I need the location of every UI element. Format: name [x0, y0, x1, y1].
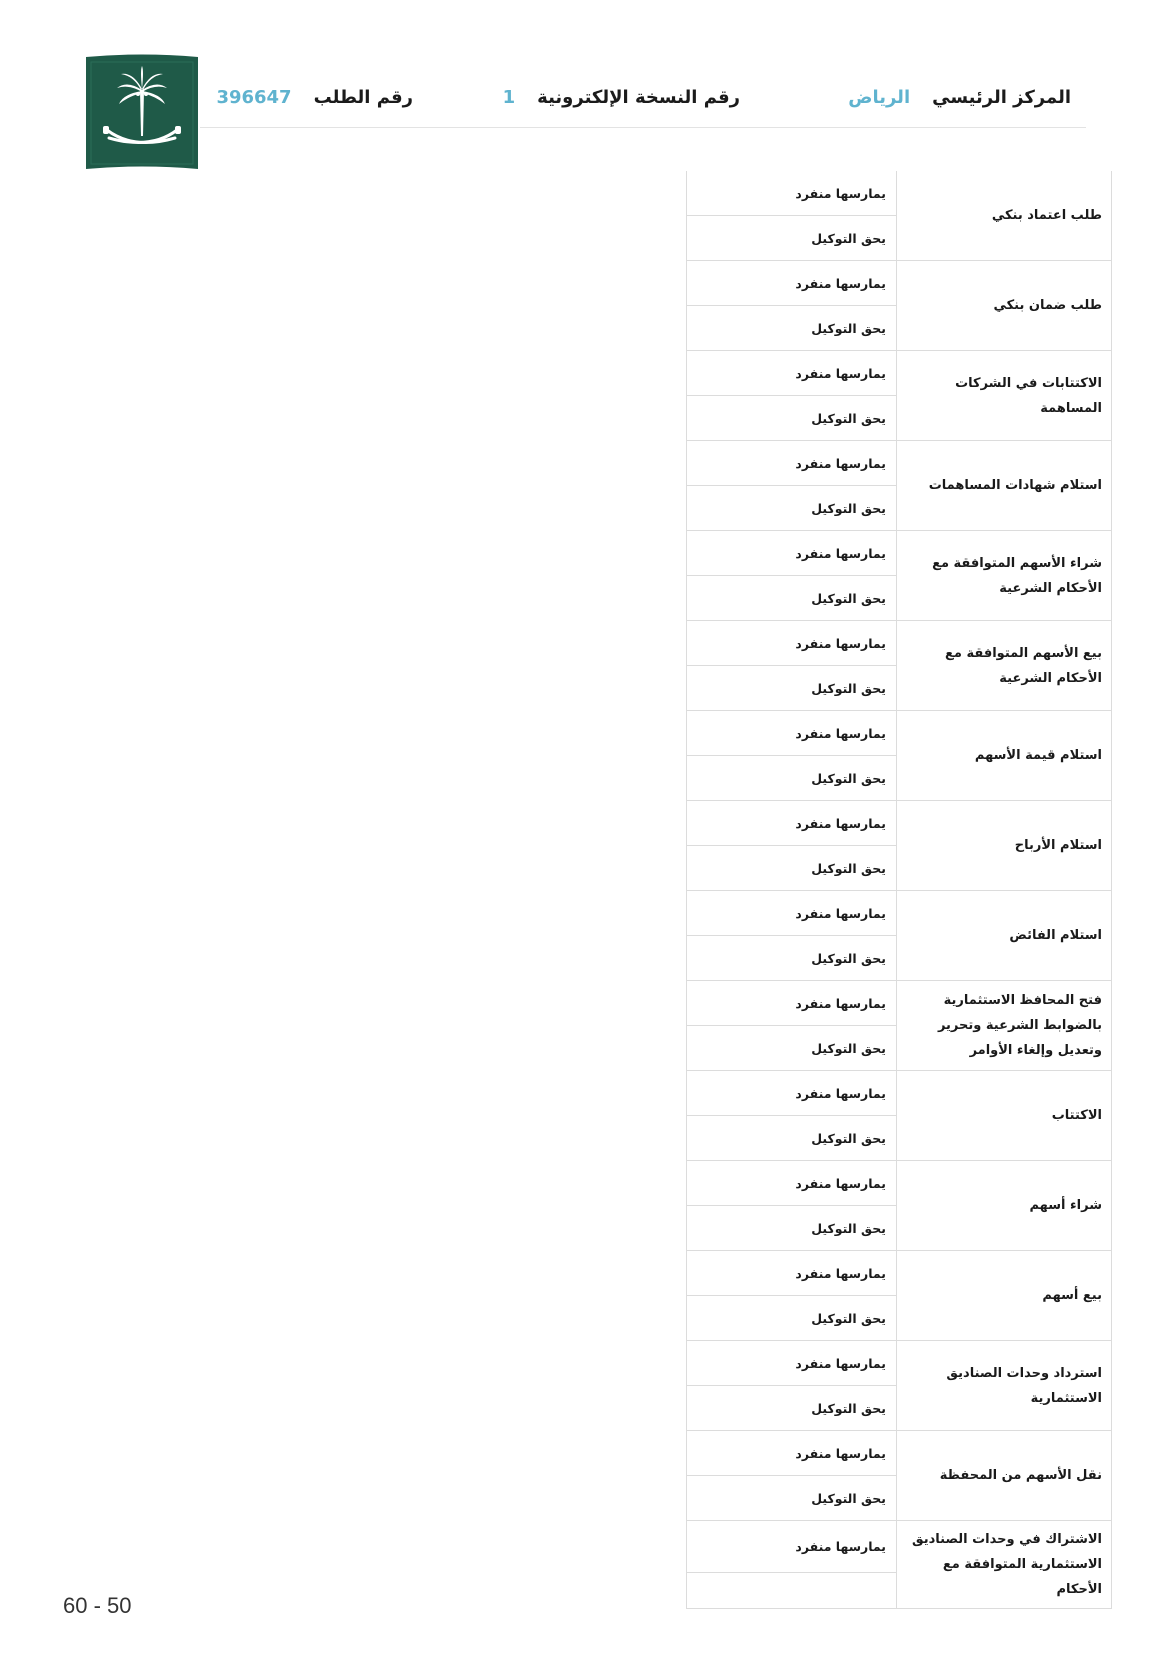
power-name: استلام الفائض [897, 891, 1112, 981]
option-solo: يمارسها منفرد [687, 621, 897, 666]
power-name: استلام الأرباح [897, 801, 1112, 891]
option-delegate: يحق التوكيل [687, 756, 897, 801]
option-delegate: يحق التوكيل [687, 1386, 897, 1431]
power-name: شراء الأسهم المتوافقة مع الأحكام الشرعية [897, 531, 1112, 621]
power-name: الاكتتابات في الشركات المساهمة [897, 351, 1112, 441]
power-name: الاكتتاب [897, 1071, 1112, 1161]
power-row [687, 441, 1112, 486]
option-solo: يمارسها منفرد [687, 531, 897, 576]
power-row [687, 1251, 1112, 1296]
power-row [687, 1161, 1112, 1206]
request-number-label: رقم الطلب [313, 86, 413, 108]
option-solo: يمارسها منفرد [687, 441, 897, 486]
power-name: طلب اعتماد بنكي [897, 171, 1112, 261]
power-row [687, 801, 1112, 846]
option-delegate: يحق التوكيل [687, 306, 897, 351]
center-label: المركز الرئيسي [932, 86, 1071, 108]
option-solo: يمارسها منفرد [687, 1071, 897, 1116]
power-name: استلام قيمة الأسهم [897, 711, 1112, 801]
power-name: طلب ضمان بنكي [897, 261, 1112, 351]
power-name: بيع الأسهم المتوافقة مع الأحكام الشرعية [897, 621, 1112, 711]
option-delegate: يحق التوكيل [687, 846, 897, 891]
power-name: نقل الأسهم من المحفظة [897, 1431, 1112, 1521]
option-solo: يمارسها منفرد [687, 1161, 897, 1206]
power-row [687, 621, 1112, 666]
power-row [687, 261, 1112, 306]
page-number: 60 - 50 [63, 1593, 132, 1618]
power-name: فتح المحافظ الاستثمارية بالضوابط الشرعية وتحرير وتعديل وإلغاء الأوامر [897, 981, 1112, 1071]
power-row [687, 891, 1112, 936]
powers-table [686, 171, 1112, 1609]
option-delegate: يحق التوكيل [687, 1116, 897, 1161]
power-row [687, 1341, 1112, 1386]
option-solo: يمارسها منفرد [687, 261, 897, 306]
power-name: شراء أسهم [897, 1161, 1112, 1251]
option-delegate: يحق التوكيل [687, 1296, 897, 1341]
option-solo: يمارسها منفرد [687, 351, 897, 396]
power-name: بيع أسهم [897, 1251, 1112, 1341]
header-center [848, 82, 1071, 112]
power-row [687, 981, 1112, 1026]
option-delegate: يحق التوكيل [687, 666, 897, 711]
option-solo: يمارسها منفرد [687, 1521, 897, 1573]
option-delegate: يحق التوكيل [687, 576, 897, 621]
option-solo: يمارسها منفرد [687, 1341, 897, 1386]
power-row [687, 1521, 1112, 1573]
option-delegate: يحق التوكيل [687, 936, 897, 981]
option-solo: يمارسها منفرد [687, 981, 897, 1026]
option-solo: يمارسها منفرد [687, 711, 897, 756]
power-name: الاشتراك في وحدات الصناديق الاستثمارية المتوافقة مع الأحكام [897, 1521, 1112, 1609]
power-row [687, 531, 1112, 576]
option-delegate: يحق التوكيل [687, 1476, 897, 1521]
power-name: استرداد وحدات الصناديق الاستثمارية [897, 1341, 1112, 1431]
option-delegate: يحق التوكيل [687, 1026, 897, 1071]
option-delegate: يحق التوكيل [687, 486, 897, 531]
header-divider [200, 127, 1086, 128]
saudi-emblem-logo [83, 54, 201, 172]
option-delegate: يحق التوكيل [687, 396, 897, 441]
power-row [687, 711, 1112, 756]
header-request-number [216, 82, 413, 112]
power-row [687, 1431, 1112, 1476]
center-value: الرياض [848, 86, 911, 108]
header-copy-number [503, 82, 740, 112]
option-delegate: يحق التوكيل [687, 216, 897, 261]
option-delegate: يحق التوكيل [687, 1206, 897, 1251]
power-row [687, 351, 1112, 396]
power-row [687, 171, 1112, 216]
option-solo: يمارسها منفرد [687, 171, 897, 216]
power-row [687, 1071, 1112, 1116]
option-solo: يمارسها منفرد [687, 891, 897, 936]
copy-number-label: رقم النسخة الإلكترونية [537, 86, 740, 108]
option-solo: يمارسها منفرد [687, 801, 897, 846]
option-empty [687, 1573, 897, 1609]
option-solo: يمارسها منفرد [687, 1431, 897, 1476]
option-solo: يمارسها منفرد [687, 1251, 897, 1296]
request-number-value: 396647 [216, 86, 292, 108]
copy-number-value: 1 [502, 86, 516, 108]
power-name: استلام شهادات المساهمات [897, 441, 1112, 531]
